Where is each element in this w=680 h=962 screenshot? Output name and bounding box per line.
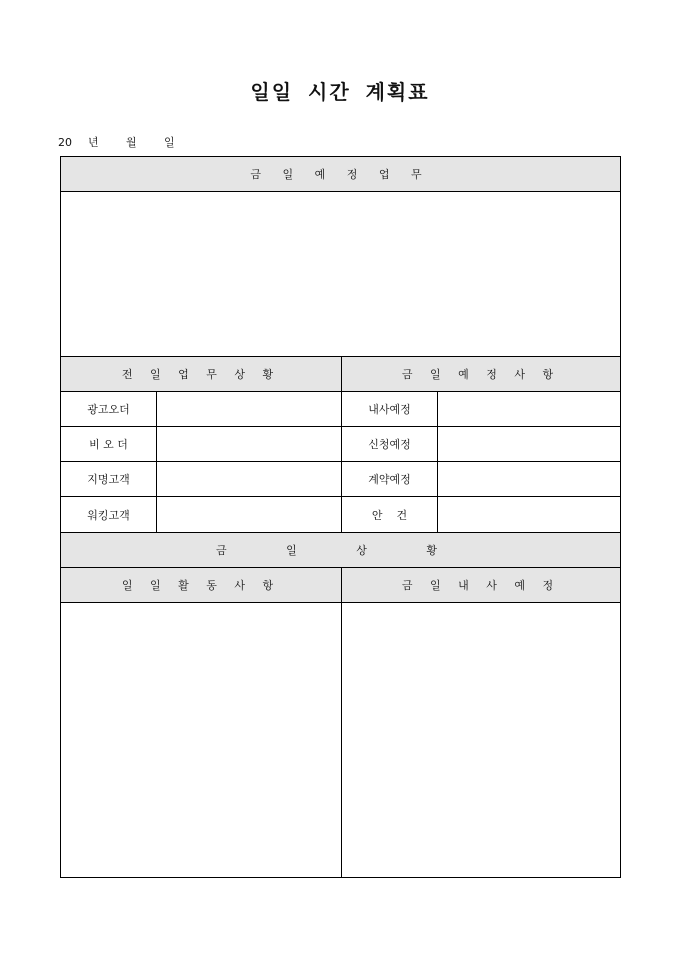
plan-value-field[interactable] <box>438 427 620 461</box>
status-row-3 <box>61 462 620 497</box>
prev-day-status-header-label: 전 일 업 무 상 황 <box>121 368 281 381</box>
plan-label: 신청예정 <box>342 427 438 461</box>
bottom-body-row <box>61 603 620 877</box>
prev-status-value-field[interactable] <box>157 497 342 532</box>
today-tasks-header-label: 금 일 예 정 업 무 <box>250 168 431 181</box>
date-month-label: 월 <box>126 136 137 149</box>
today-status-header <box>61 533 620 568</box>
planner-form <box>60 156 621 878</box>
status-row-4 <box>61 497 620 533</box>
prev-status-label: 비 오 더 <box>61 427 157 461</box>
prev-status-label: 지명고객 <box>61 462 157 496</box>
activity-header <box>61 568 342 602</box>
today-plan-header <box>342 357 620 391</box>
plan-value-field[interactable] <box>438 462 620 496</box>
visit-plan-header <box>342 568 620 602</box>
today-status-header-label: 금 일 상 황 <box>216 544 465 557</box>
activity-header-label: 일 일 활 동 사 항 <box>121 579 281 592</box>
plan-label: 안 건 <box>342 497 438 532</box>
prev-day-status-header <box>61 357 342 391</box>
status-row-1 <box>61 392 620 427</box>
status-row-2 <box>61 427 620 462</box>
prev-status-label: 광고오더 <box>61 392 157 426</box>
visit-plan-area[interactable] <box>342 603 620 877</box>
prev-status-value-field[interactable] <box>157 427 342 461</box>
plan-label: 계약예정 <box>342 462 438 496</box>
prev-status-value-field[interactable] <box>157 392 342 426</box>
prev-status-label: 워킹고객 <box>61 497 157 532</box>
visit-plan-header-label: 금 일 내 사 예 정 <box>401 579 561 592</box>
plan-value-field[interactable] <box>438 392 620 426</box>
bottom-header-row <box>61 568 620 603</box>
date-year-prefix: 20 <box>58 136 72 149</box>
plan-label: 내사예정 <box>342 392 438 426</box>
prev-status-value-field[interactable] <box>157 462 342 496</box>
today-tasks-header <box>61 157 620 192</box>
page-title: 일일 시간 계획표 <box>250 80 430 104</box>
activity-area[interactable] <box>61 603 342 877</box>
today-tasks-area[interactable] <box>61 192 620 357</box>
date-day-label: 일 <box>164 136 175 149</box>
date-year-label: 년 <box>88 136 99 149</box>
plan-value-field[interactable] <box>438 497 620 532</box>
today-plan-header-label: 금 일 예 정 사 항 <box>401 368 561 381</box>
date-line <box>58 134 175 150</box>
middle-header-row <box>61 357 620 392</box>
